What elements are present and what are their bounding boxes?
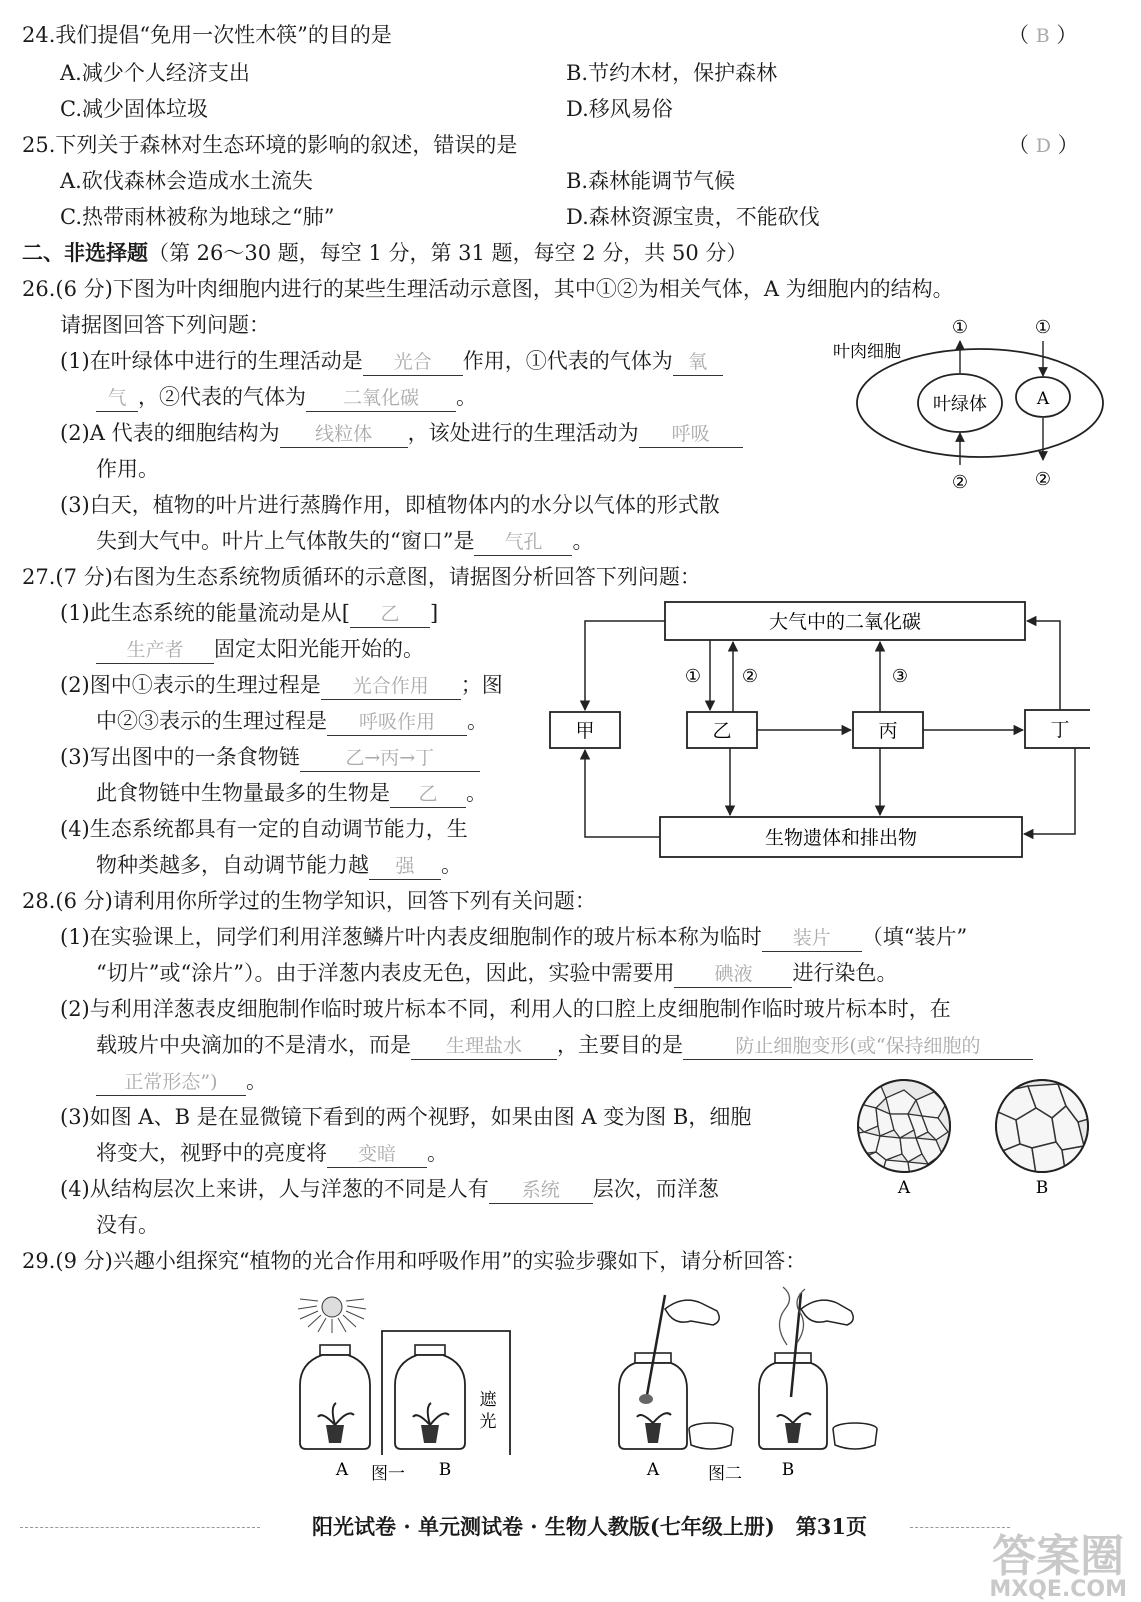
q24-answer-bracket: （ B ） bbox=[1008, 23, 1078, 47]
q26-blank-3: 二氧化碳 bbox=[306, 385, 456, 412]
q28-p4b: 层次，而洋葱 bbox=[592, 1177, 719, 1201]
shade-char: 光 bbox=[479, 1412, 497, 1432]
q29-stem: 29.(9 分)兴趣小组探究“植物的光合作用和呼吸作用”的实验步骤如下，请分析回答： bbox=[22, 1249, 807, 1273]
q26-part1-line2 bbox=[96, 382, 477, 412]
dish-a bbox=[689, 1423, 733, 1449]
q24-stem: 24.我们提倡“免用一次性木筷”的目的是 bbox=[22, 23, 392, 47]
q28-p4a: (4)从结构层次上来讲，人与洋葱的不同是人有 bbox=[60, 1177, 489, 1201]
q26-p3b: 失到大气中。叶片上气体散失的“窗口”是 bbox=[96, 529, 475, 553]
section-2-title: 二、非选择题 bbox=[22, 240, 148, 265]
q25-option-b: B.森林能调节气候 bbox=[566, 169, 736, 193]
q28-blank-3: 生理盐水 bbox=[411, 1033, 557, 1060]
q28-p1d: 进行染色。 bbox=[792, 961, 898, 985]
q27-p2a: (2)图中①表示的生理过程是 bbox=[60, 673, 321, 697]
q27-p2d: 。 bbox=[467, 709, 488, 733]
q27-part3-line1 bbox=[60, 742, 480, 772]
q27-part2-line1 bbox=[60, 670, 503, 700]
gas1-top-right: ① bbox=[1034, 317, 1052, 338]
gas2-bottom-right: ② bbox=[1034, 469, 1052, 490]
section-2-note: （第 26～30 题，每空 1 分，第 31 题，每空 2 分，共 50 分） bbox=[148, 241, 748, 265]
q25-answer-bracket: （ D ） bbox=[1008, 133, 1079, 157]
q26-p3c: 。 bbox=[572, 529, 594, 553]
q29-figure-1 bbox=[270, 1285, 515, 1485]
q27-p2b: ；图 bbox=[460, 673, 503, 697]
q28-blank-6: 系统 bbox=[489, 1177, 593, 1204]
q28-part1-line1 bbox=[60, 922, 967, 952]
arrow-ding-to-remains bbox=[1024, 748, 1075, 834]
jar-a bbox=[300, 1345, 370, 1449]
watermark-logo bbox=[989, 1531, 1127, 1602]
q28-part3-line1: (3)如图 A、B 是在显微镜下看到的两个视野，如果由图 A 变为图 B，细胞 bbox=[60, 1105, 752, 1129]
q28-blank-4: 防止细胞变形(或“保持细胞的 bbox=[683, 1033, 1033, 1060]
q27-blank-5: 乙→丙→丁 bbox=[300, 745, 480, 772]
field-a-label: A bbox=[897, 1178, 911, 1198]
q26-p1d: 。 bbox=[456, 385, 477, 409]
q27-p4b: 物种类越多，自动调节能力越 bbox=[96, 853, 369, 877]
section-2-heading bbox=[22, 238, 747, 268]
q24-option-c: C.减少固体垃圾 bbox=[60, 97, 208, 121]
q27-blank-4: 呼吸作用 bbox=[327, 709, 467, 736]
q24-option-b: B.节约木材，保护森林 bbox=[566, 61, 778, 85]
q28-p3b: 将变大，视野中的亮度将 bbox=[96, 1141, 327, 1165]
q24-answer: B bbox=[1035, 25, 1050, 47]
fig1-caption: 图一 bbox=[371, 1464, 405, 1484]
field-b bbox=[990, 1080, 1092, 1176]
q26-stem: 26.(6 分)下图为叶肉细胞内进行的某些生理活动示意图，其中①②为相关气体，A 为细胞内的结构。 bbox=[22, 277, 954, 301]
q25-option-a: A.砍伐森林会造成水土流失 bbox=[60, 169, 313, 193]
q27-part2-line2 bbox=[96, 706, 488, 736]
q28-part2-line1: (2)与利用洋葱表皮细胞制作临时玻片标本不同，利用人的口腔上皮细胞制作临时玻片标本时，在 bbox=[60, 997, 951, 1021]
q27-p1c: 固定太阳光能开始的。 bbox=[214, 637, 424, 661]
label-3: ③ bbox=[891, 666, 909, 687]
q27-p1b: ] bbox=[429, 601, 439, 625]
q28-blank-1: 装片 bbox=[762, 925, 862, 952]
q27-p1a: (1)此生态系统的能量流动是从[ bbox=[60, 601, 350, 625]
page-footer bbox=[20, 1512, 1120, 1542]
cell-label: 叶肉细胞 bbox=[833, 342, 901, 362]
q27-blank-6: 乙 bbox=[390, 781, 466, 808]
q26-part2-line2: 作用。 bbox=[96, 457, 159, 481]
jar-b bbox=[395, 1345, 465, 1449]
q28-blank-2: 碘液 bbox=[674, 961, 792, 988]
q28-p2c: ，主要目的是 bbox=[557, 1033, 683, 1057]
shade-label bbox=[480, 1390, 498, 1432]
q25-stem: 25.下列关于森林对生态环境的影响的叙述，错误的是 bbox=[22, 133, 518, 157]
box-jia-label: 甲 bbox=[575, 720, 595, 742]
q28-part4-line2: 没有。 bbox=[96, 1213, 159, 1237]
label-1: ① bbox=[684, 666, 702, 687]
fig2-caption: 图二 bbox=[708, 1464, 742, 1484]
q26-blank-4: 线粒体 bbox=[280, 421, 408, 448]
fig2-a-label: A bbox=[646, 1460, 660, 1480]
shade-char: 遮 bbox=[479, 1390, 497, 1410]
chloroplast-label: 叶绿体 bbox=[933, 394, 987, 415]
q26-p1b: 作用，①代表的气体为 bbox=[462, 349, 673, 373]
q28-part3-line2 bbox=[96, 1138, 448, 1168]
hand-a bbox=[665, 1300, 719, 1325]
q28-p1b: （填“装片” bbox=[861, 925, 968, 949]
sun-icon bbox=[298, 1297, 366, 1333]
dish-b bbox=[833, 1423, 877, 1449]
box-co2-label: 大气中的二氧化碳 bbox=[768, 611, 922, 633]
q28-p1a: (1)在实验课上，同学们利用洋葱鳞片叶内表皮细胞制作的玻片标本称为临时 bbox=[60, 925, 762, 949]
q28-p2d: 。 bbox=[246, 1069, 267, 1093]
watermark-small: MXQE.COM bbox=[989, 1577, 1127, 1602]
q27-p2c: 中②③表示的生理过程是 bbox=[96, 709, 327, 733]
q27-p3a: (3)写出图中的一条食物链 bbox=[60, 745, 300, 769]
q28-part1-line2 bbox=[96, 958, 897, 988]
q28-part2-line2 bbox=[96, 1030, 1033, 1060]
q26-blank-1: 光合 bbox=[363, 349, 463, 376]
q26-part3-line2 bbox=[96, 526, 593, 556]
q27-part4-line2 bbox=[96, 850, 462, 880]
box-ding-label: 丁 bbox=[1050, 719, 1070, 741]
box-yi-label: 乙 bbox=[712, 720, 732, 742]
q27-part1-line2 bbox=[96, 634, 424, 664]
q24-option-d: D.移风易俗 bbox=[566, 97, 673, 121]
q26-blank-2a: 氧 bbox=[673, 349, 723, 376]
structure-a-label: A bbox=[1036, 389, 1050, 409]
q27-blank-1: 乙 bbox=[350, 601, 430, 628]
q28-blank-4b: 正常形态”) bbox=[96, 1069, 246, 1096]
q26-p1a: (1)在叶绿体中进行的生理活动是 bbox=[60, 349, 363, 373]
arrow-co2-to-jia bbox=[585, 621, 665, 710]
arrow-ding-to-co2 bbox=[1027, 621, 1060, 710]
q24-option-a: A.减少个人经济支出 bbox=[60, 61, 250, 85]
q27-p3c: 。 bbox=[466, 781, 487, 805]
q26-blank-5: 呼吸 bbox=[639, 421, 743, 448]
q28-part2-line3 bbox=[96, 1066, 267, 1096]
field-a bbox=[854, 1080, 950, 1178]
q27-part4-line1: (4)生态系统都具有一定的自动调节能力，生 bbox=[60, 817, 468, 841]
hand-b bbox=[801, 1300, 853, 1325]
q26-part3-line1: (3)白天，植物的叶片进行蒸腾作用，即植物体内的水分以气体的形式散 bbox=[60, 493, 720, 517]
q28-stem: 28.(6 分)请利用你所学过的生物学知识，回答下列有关问题： bbox=[22, 889, 596, 913]
q28-p3c: 。 bbox=[427, 1141, 448, 1165]
label-2: ② bbox=[741, 666, 759, 687]
q25-option-c: C.热带雨林被称为地球之“肺” bbox=[60, 205, 335, 229]
q28-blank-5: 变暗 bbox=[327, 1141, 427, 1168]
footer-text: 阳光试卷 · 单元测试卷 · 生物人教版(七年级上册) 第31页 bbox=[312, 1514, 867, 1539]
q27-part1-line1 bbox=[60, 598, 438, 628]
q27-cycle-diagram bbox=[545, 592, 1090, 864]
q27-p4c: 。 bbox=[441, 853, 462, 877]
q26-part2-line1 bbox=[60, 418, 743, 448]
q25-option-d: D.森林资源宝贵，不能砍伐 bbox=[566, 205, 820, 229]
footer-divider-left bbox=[20, 1527, 260, 1528]
q28-microscope-fields bbox=[852, 1078, 1112, 1198]
fig1-b-label: B bbox=[438, 1460, 452, 1480]
footer-divider-right bbox=[910, 1527, 1010, 1528]
q27-blank-7: 强 bbox=[369, 853, 441, 880]
q27-part3-line2 bbox=[96, 778, 487, 808]
watermark-big: 答案圈 bbox=[992, 1531, 1125, 1582]
fig1-a-label: A bbox=[335, 1460, 349, 1480]
box-remains-label: 生物遗体和排出物 bbox=[764, 827, 918, 849]
q27-blank-3: 光合作用 bbox=[321, 673, 461, 700]
q26-cell-diagram bbox=[825, 305, 1125, 505]
gas1-top-left: ① bbox=[951, 317, 969, 338]
q26-p1c: ，②代表的气体为 bbox=[138, 385, 306, 409]
q26-blank-2b: 气 bbox=[96, 385, 138, 412]
q26-p2a: (2)A 代表的细胞结构为 bbox=[60, 421, 280, 445]
gas2-bottom-left: ② bbox=[951, 472, 969, 493]
q26-blank-6: 气孔 bbox=[474, 529, 572, 556]
q26-stem-2: 请据图回答下列问题： bbox=[60, 313, 270, 337]
q27-p3b: 此食物链中生物量最多的生物是 bbox=[96, 781, 390, 805]
field-b-label: B bbox=[1035, 1178, 1049, 1198]
q25-answer: D bbox=[1035, 135, 1051, 157]
q28-p2b: 载玻片中央滴加的不是清水，而是 bbox=[96, 1033, 411, 1057]
q29-figure-2 bbox=[605, 1285, 895, 1485]
q27-stem: 27.(7 分)右图为生态系统物质循环的示意图，请据图分析回答下列问题： bbox=[22, 565, 701, 589]
q26-part1-line1 bbox=[60, 346, 723, 376]
q27-blank-2: 生产者 bbox=[96, 637, 214, 664]
arrow-remains-to-jia bbox=[585, 750, 660, 837]
q28-part4-line1 bbox=[60, 1174, 719, 1204]
box-bing-label: 丙 bbox=[878, 720, 898, 742]
q28-p1c: “切片”或“涂片”）。由于洋葱内表皮无色，因此，实验中需要用 bbox=[96, 961, 675, 985]
q26-p2b: ，该处进行的生理活动为 bbox=[407, 421, 639, 445]
fig2-b-label: B bbox=[781, 1460, 795, 1480]
